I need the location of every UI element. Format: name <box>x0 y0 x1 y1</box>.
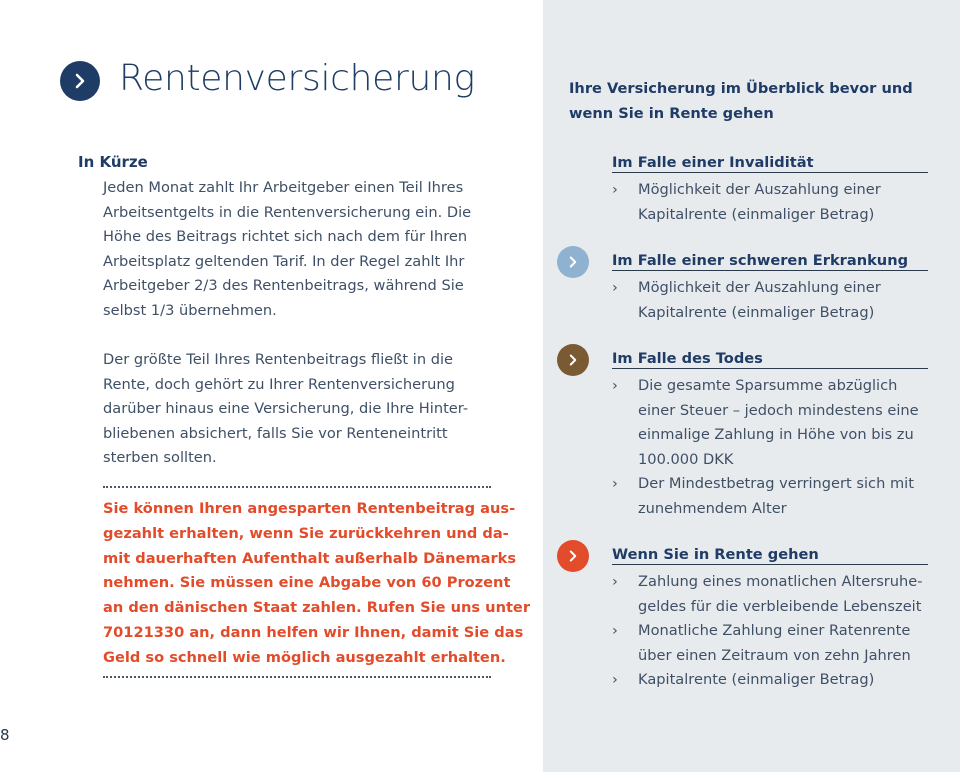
list-item <box>612 276 932 325</box>
chevron-bullet-icon: › <box>612 573 618 590</box>
text-line: Der größte Teil Ihres Rentenbeitrags fließt in die <box>103 351 454 368</box>
section-heading-erkrankung: Im Falle einer schweren Erkrankung <box>612 252 928 271</box>
in-kurze-heading: In Kürze <box>78 153 148 171</box>
notice-line: nehmen. Sie müssen eine Abgabe von 60 Prozent <box>103 574 511 592</box>
chevron-bullet-icon: › <box>612 622 618 640</box>
pension-paragraph <box>103 348 468 471</box>
list-item-line: einmalige Zahlung in Höhe von bis zu <box>638 426 914 444</box>
section-heading-invaliditaet: Im Falle einer Invalidität <box>612 154 928 173</box>
list-item <box>612 472 932 521</box>
text-line: Höhe des Beitrags richtet sich nach dem für Ihren <box>103 228 468 246</box>
text-line: darüber hinaus eine Versicherung, die Ihre Hinter- <box>103 400 469 418</box>
notice-line: Sie können Ihren angesparten Rentenbeitrag aus- <box>103 500 516 517</box>
list-item-line: einer Steuer – jedoch mindestens eine <box>638 401 919 419</box>
text-line: Arbeitsplatz geltenden Tarif. In der Regel zahlt Ihr <box>103 252 465 270</box>
notice-line: Geld so schnell wie möglich ausgezahlt erhalten. <box>103 648 506 666</box>
text-line: sterben sollten. <box>103 449 217 467</box>
list-item <box>612 668 932 693</box>
list-item <box>612 619 932 668</box>
in-kurze-text <box>103 176 471 324</box>
list-item-line: Möglichkeit der Auszahlung einer <box>638 279 881 296</box>
sidebar-heading <box>569 77 913 126</box>
list-item-line: geldes für die verbleibende Lebenszeit <box>638 597 922 615</box>
section-list-invaliditaet <box>612 178 932 227</box>
dotted-divider-bottom <box>103 676 491 678</box>
text-line: Jeden Monat zahlt Ihr Arbeitgeber einen Teil Ihres <box>103 179 464 196</box>
section-list-rente <box>612 570 932 693</box>
list-item-line: Der Mindestbetrag verringert sich mit <box>638 475 914 493</box>
list-item-line: Zahlung eines monatlichen Altersruhe- <box>638 573 923 590</box>
list-item <box>612 374 932 472</box>
chevron-right-icon <box>557 344 589 376</box>
chevron-right-icon <box>60 61 100 101</box>
chevron-bullet-icon: › <box>612 671 618 689</box>
list-item-line: Kapitalrente (einmaliger Betrag) <box>638 205 875 223</box>
list-item-line: Kapitalrente (einmaliger Betrag) <box>638 671 875 689</box>
list-item-line: Monatliche Zahlung einer Ratenrente <box>638 622 911 640</box>
chevron-bullet-icon: › <box>612 377 618 394</box>
page-title: Rentenversicherung <box>119 58 475 99</box>
text-line: selbst 1/3 übernehmen. <box>103 301 277 319</box>
dotted-divider-top <box>103 486 491 488</box>
list-item-line: Kapitalrente (einmaliger Betrag) <box>638 303 875 321</box>
chevron-bullet-icon: › <box>612 475 618 493</box>
section-list-todes <box>612 374 932 522</box>
section-heading-todes: Im Falle des Todes <box>612 350 928 369</box>
section-heading-rente: Wenn Sie in Rente gehen <box>612 546 928 565</box>
chevron-right-icon <box>557 540 589 572</box>
section-list-erkrankung <box>612 276 932 325</box>
chevron-bullet-icon: › <box>612 181 618 198</box>
notice-line: mit dauerhaften Aufenthalt außerhalb Dänemarks <box>103 549 517 567</box>
list-item <box>612 570 932 619</box>
text-line: Arbeitgeber 2/3 des Rentenbeitrags, während Sie <box>103 277 464 295</box>
text-line: bliebenen absichert, falls Sie vor Renteneintritt <box>103 424 448 442</box>
list-item-line: Möglichkeit der Auszahlung einer <box>638 181 881 198</box>
heading-line: wenn Sie in Rente gehen <box>569 104 774 122</box>
list-item-line: über einen Zeitraum von zehn Jahren <box>638 646 911 664</box>
payout-notice <box>103 497 530 671</box>
page-number: 8 <box>0 726 10 744</box>
list-item-line: 100.000 DKK <box>638 450 734 468</box>
notice-line: gezahlt erhalten, wenn Sie zurückkehren und da- <box>103 524 509 542</box>
list-item <box>612 178 932 227</box>
notice-line: an den dänischen Staat zahlen. Rufen Sie uns unter <box>103 599 531 617</box>
chevron-bullet-icon: › <box>612 279 618 296</box>
text-line: Rente, doch gehört zu Ihrer Rentenversicherung <box>103 375 455 393</box>
list-item-line: Die gesamte Sparsumme abzüglich <box>638 377 898 394</box>
text-line: Arbeitsentgelts in die Rentenversicherung ein. Die <box>103 203 472 221</box>
notice-line: 70121330 an, dann helfen wir Ihnen, damit Sie das <box>103 623 524 641</box>
chevron-right-icon <box>557 246 589 278</box>
heading-line: Ihre Versicherung im Überblick bevor und <box>569 80 913 97</box>
list-item-line: zunehmendem Alter <box>638 499 787 517</box>
